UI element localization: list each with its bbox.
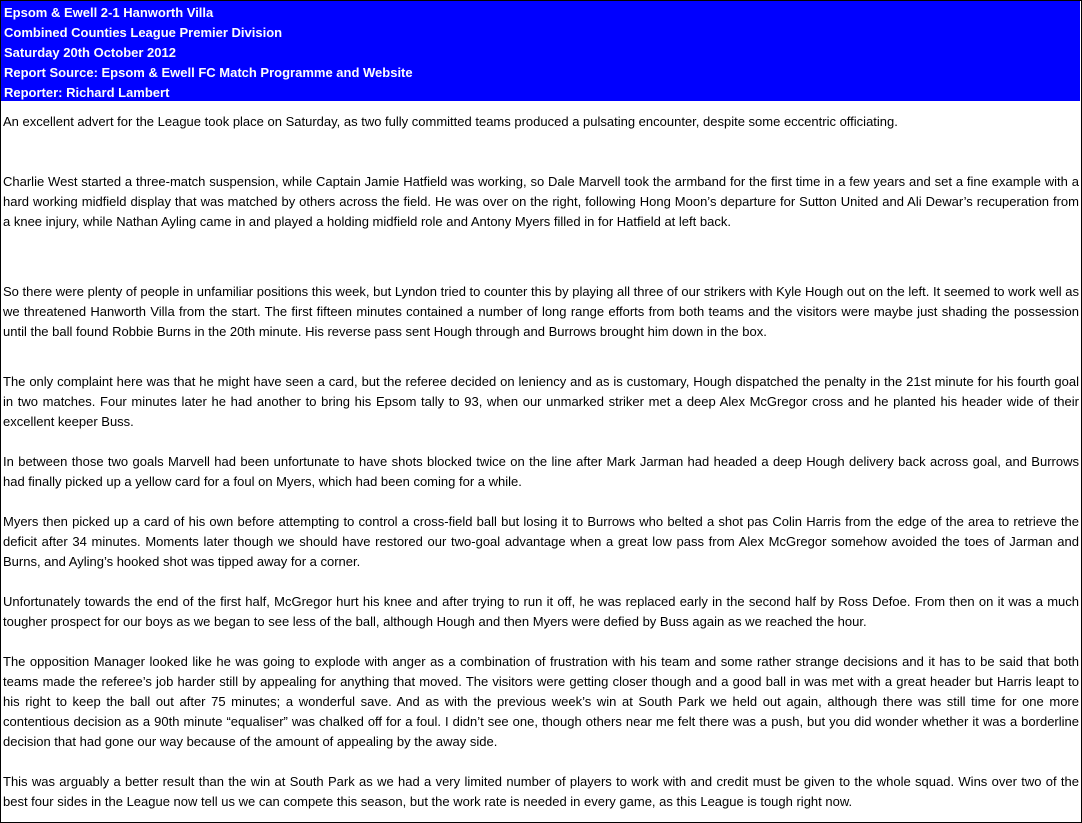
report-body [3, 112, 1079, 812]
paragraph: An excellent advert for the League took place on Saturday, as two fully committed teams produced a pulsating encounter, despite some eccentric officiating. [3, 114, 898, 129]
paragraph: So there were plenty of people in unfamiliar positions this week, but Lyndon tried to counter this by playing all three of our strikers with Kyle Hough out on the left. It seemed to work well as we threatened Hanworth Villa from the start. The first fifteen minutes contained a number of long range efforts from both teams and the visitors were maybe just shading the possession until the ball found Robbie Burns in the 20th minute. His reverse pass sent Hough through and Burrows brought him down in the box. [3, 284, 1079, 339]
report-source: Report Source: Epsom & Ewell FC Match Programme and Website [4, 65, 413, 80]
competition: Combined Counties League Premier Division [4, 25, 283, 40]
reporter: Reporter: Richard Lambert [4, 85, 170, 100]
paragraph: Unfortunately towards the end of the first half, McGregor hurt his knee and after trying to run it off, he was replaced early in the second half by Ross Defoe. From then on it was a much tougher prospect for our boys as we began to see less of the ball, although Hough and then Myers were defied by Buss again as we reached the hour. [3, 594, 1079, 629]
paragraph: In between those two goals Marvell had been unfortunate to have shots blocked twice on the line after Mark Jarman had headed a deep Hough delivery back across goal, and Burrows had finally picked up a yellow card for a foul on Myers, which had been coming for a while. [3, 454, 1079, 489]
paragraph: Myers then picked up a card of his own before attempting to control a cross-field ball but losing it to Burrows who belted a shot pas Colin Harris from the edge of the area to retrieve the deficit after 34 minutes. Moments later though we should have restored our two-goal advantage when a great low pass from Alex McGregor somehow avoided the toes of Jarman and Burns, and Ayling’s hooked shot was tipped away for a corner. [3, 514, 1079, 569]
paragraph: The opposition Manager looked like he was going to explode with anger as a combination of frustration with his team and some rather strange decisions and it has to be said that both teams made the referee’s job harder still by appealing for anything that moved. The visitors were getting closer though and a good ball in was met with a great header but Harris leapt to his right to keep the ball out after 75 minutes; a wonderful save. And as with the previous week’s win at South Park we held out again, although there was still time for one more contentious decision as a 90th minute “equaliser” was chalked off for a foul. I didn’t see one, though others near me felt there was a push, but you did wonder whether it was a borderline decision that had gone our way because of the amount of appealing by the away side. [3, 654, 1079, 749]
paragraph: Charlie West started a three-match suspension, while Captain Jamie Hatfield was working, so Dale Marvell took the armband for the first time in a few years and set a fine example with a hard working midfield display that was matched by others across the field. He was over on the right, following Hong Moon’s departure for Sutton United and Ali Dewar’s recuperation from a knee injury, while Nathan Ayling came in and played a holding midfield role and Antony Myers filled in for Hatfield at left back. [3, 174, 1079, 229]
paragraph: This was arguably a better result than the win at South Park as we had a very limited number of players to work with and credit must be given to the whole squad. Wins over two of the best four sides in the League now tell us we can compete this season, but the work rate is needed in every game, as this League is tough right now. [3, 774, 1079, 809]
match-date: Saturday 20th October 2012 [4, 45, 176, 60]
match-title: Epsom & Ewell 2-1 Hanworth Villa [4, 5, 214, 20]
paragraph: The only complaint here was that he might have seen a card, but the referee decided on leniency and as is customary, Hough dispatched the penalty in the 21st minute for his fourth goal in two matches. Four minutes later he had another to bring his Epsom tally to 93, when our unmarked striker met a deep Alex McGregor cross and he planted his header wide of their excellent keeper Buss. [3, 374, 1079, 429]
report-header [1, 1, 1080, 101]
